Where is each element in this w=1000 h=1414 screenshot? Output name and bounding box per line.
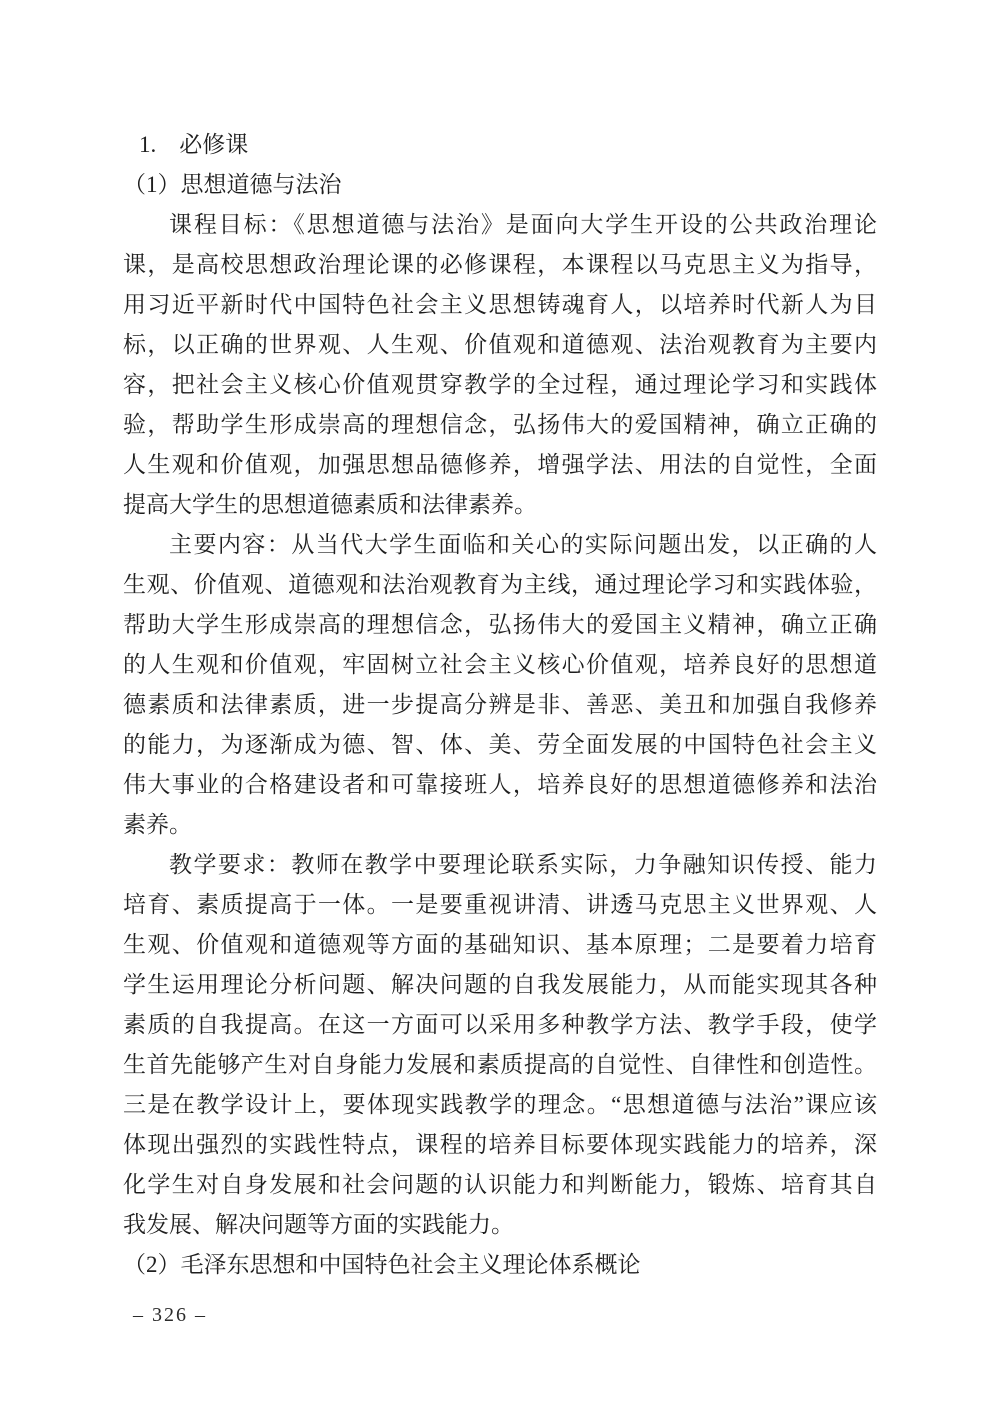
para-main-content-line: 主要内容：从当代大学生面临和关心的实际问题出发，以正确的人	[169, 532, 877, 557]
para-course-goal-line: 验，帮助学生形成崇高的理想信念，弘扬伟大的爱国精神，确立正确的	[123, 412, 877, 437]
para-teaching-requirements-line: 素质的自我提高。在这一方面可以采用多种教学方法、教学手段，使学	[123, 1012, 877, 1037]
para-main-content-line: 德素质和法律素质，进一步提高分辨是非、善恶、美丑和加强自我修养	[123, 692, 877, 717]
para-main-content-line: 伟大事业的合格建设者和可靠接班人，培养良好的思想道德修养和法治	[123, 772, 877, 797]
para-teaching-requirements-line: 体现出强烈的实践性特点，课程的培养目标要体现实践能力的培养，深	[123, 1132, 877, 1157]
para-teaching-requirements-line: 教学要求：教师在教学中要理论联系实际，力争融知识传授、能力	[169, 852, 877, 877]
para-course-goal-line: 容，把社会主义核心价值观贯穿教学的全过程，通过理论学习和实践体	[123, 372, 877, 397]
page-number: – 326 –	[133, 1304, 207, 1326]
para-course-goal-line: 课程目标：《思想道德与法治》是面向大学生开设的公共政治理论	[169, 212, 877, 237]
para-teaching-requirements-line: 我发展、解决问题等方面的实践能力。	[123, 1212, 514, 1237]
heading-course-2-title: （2）毛泽东思想和中国特色社会主义理论体系概论	[123, 1252, 641, 1277]
para-teaching-requirements-line: 三是在教学设计上，要体现实践教学的理念。“思想道德与法治”课应该	[123, 1092, 877, 1117]
para-course-goal-line: 提高大学生的思想道德素质和法律素养。	[123, 492, 537, 517]
para-course-goal-line: 用习近平新时代中国特色社会主义思想铸魂育人，以培养时代新人为目	[123, 292, 877, 317]
para-main-content-line: 生观、价值观、道德观和法治观教育为主线，通过理论学习和实践体验，	[123, 572, 877, 597]
para-main-content-line: 帮助大学生形成崇高的理想信念，弘扬伟大的爱国主义精神，确立正确	[123, 612, 877, 637]
para-course-goal-line: 人生观和价值观，加强思想品德修养，增强学法、用法的自觉性，全面	[123, 452, 877, 477]
para-main-content-line: 的能力，为逐渐成为德、智、体、美、劳全面发展的中国特色社会主义	[123, 732, 877, 757]
heading-course-1-title: （1）思想道德与法治	[123, 172, 342, 197]
para-teaching-requirements-line: 生首先能够产生对自身能力发展和素质提高的自觉性、自律性和创造性。	[123, 1052, 877, 1077]
heading-required-courses: 1. 必修课	[139, 132, 249, 157]
para-teaching-requirements-line: 学生运用理论分析问题、解决问题的自我发展能力，从而能实现其各种	[123, 972, 877, 997]
para-course-goal-line: 标，以正确的世界观、人生观、价值观和道德观、法治观教育为主要内	[123, 332, 877, 357]
document-body	[123, 125, 877, 1285]
para-main-content-line: 素养。	[123, 812, 192, 837]
para-main-content-line: 的人生观和价值观，牢固树立社会主义核心价值观，培养良好的思想道	[123, 652, 877, 677]
para-teaching-requirements-line: 化学生对自身发展和社会问题的认识能力和判断能力，锻炼、培育其自	[123, 1172, 877, 1197]
para-teaching-requirements-line: 培育、素质提高于一体。一是要重视讲清、讲透马克思主义世界观、人	[123, 892, 877, 917]
para-teaching-requirements-line: 生观、价值观和道德观等方面的基础知识、基本原理；二是要着力培育	[123, 932, 877, 957]
para-course-goal-line: 课，是高校思想政治理论课的必修课程，本课程以马克思主义为指导，	[123, 252, 877, 277]
